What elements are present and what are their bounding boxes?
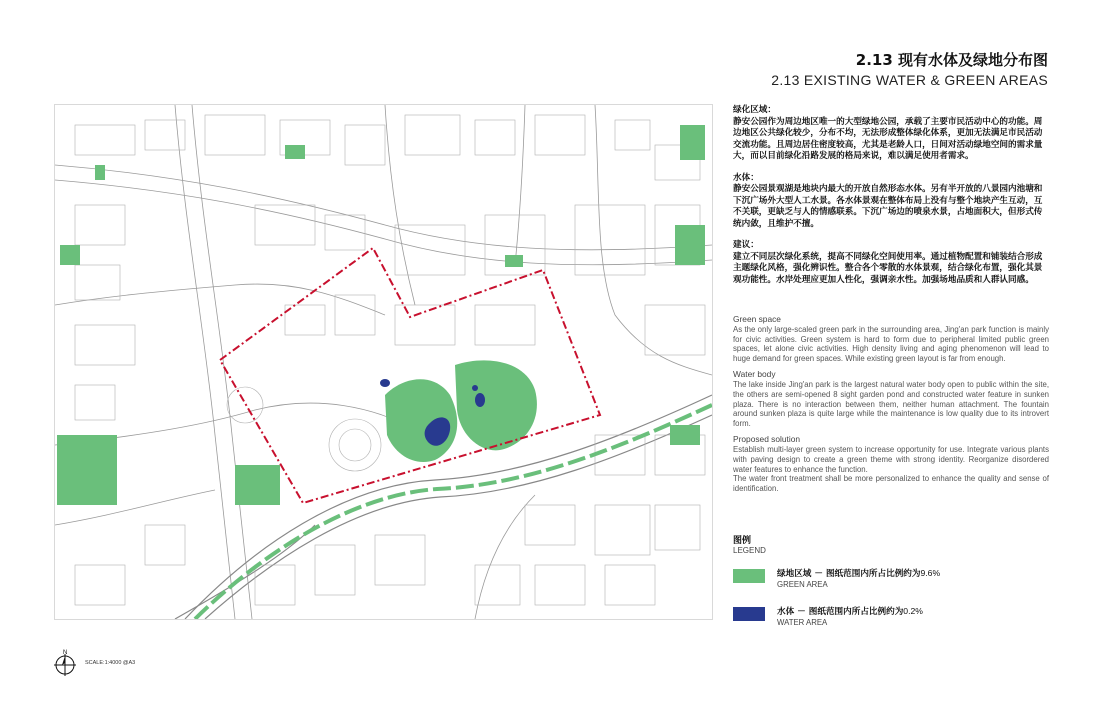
building-blocks [75,115,705,605]
map-footer [53,648,253,678]
zh-paragraph: 静安公园景观湖是地块内最大的开放自然形态水体。另有半开放的八景园内池塘和下沉广场外大型人工水景。各水体景观在整体布局上没有与整个地块产生互动，互不关联，更缺乏与人的情感联系。下沉广场边的喷泉水景，占地面积大，但形式传统内敛，且维护不擅。 [733,184,1043,229]
scale-text: SCALE:1:4000 @A3 [85,660,136,666]
street-grid [55,105,712,619]
legend-label-en: GREEN AREA [777,580,828,589]
legend-item-green [733,567,1049,603]
green-swatch [733,569,765,583]
site-boundary [220,248,600,503]
north-label: N [63,650,68,656]
en-paragraph: As the only large-scaled green park in the surrounding area, Jing'an park function is mainly for civic activities. Green system is hard to form due to peripheral limited public green spaces, let alone civic activities. High density living and aging phenomenon will lead to huge demand for green spaces. While existing green layout is far from enough. [733,325,1049,363]
north-arrow-icon [53,648,77,678]
zh-section-green [733,105,1049,163]
legend-title-zh: 图例 [733,536,752,546]
legend [733,533,1049,643]
legend-text: 绿地区域 － 图纸范围内所占比例约为 [777,569,921,579]
zh-section-suggestion [733,240,1049,286]
en-section-water [733,369,1049,428]
description-column [733,105,1049,493]
water-swatch [733,607,765,621]
zh-paragraph: 建立不同层次绿化系统，提高不同绿化空间使用率。通过植物配置和铺装结合形成主题绿化风格，强化辨识性。整合各个零散的水体景观，结合绿化布置，强化其景观功能性。水岸处理应更加人性化，强调亲水性。加强场地品质和人群认同感。 [733,251,1043,285]
zh-heading: 水体： [733,172,759,183]
map-canvas [55,105,712,619]
en-heading: Water body [733,369,776,380]
en-section-green [733,314,1049,363]
site-map [54,104,713,620]
legend-item-water [733,605,1049,641]
zh-section-water [733,173,1049,231]
zh-heading: 建议： [733,240,759,250]
en-section-solution [733,434,1049,493]
legend-label-zh [777,605,923,617]
en-paragraph: The lake inside Jing'an park is the largest natural water body open to public within the site, the others are semi-opened 8 sight garden pond and constructed water feature in sunken plaza. There is no interaction between them, neither human attachment. The fountain around sunken plaza is quite large while the maintenance is low quality due to its introvert form. [733,380,1049,428]
legend-text: 水体 － 图纸范围内所占比例约为 [777,607,904,617]
legend-percent: 0.2% [903,606,923,616]
en-heading: Proposed solution [733,434,801,445]
page-title-en: 2.13 EXISTING WATER & GREEN AREAS [771,72,1048,88]
zh-heading: 绿化区域： [733,105,776,115]
page-title-zh: 2.13 现有水体及绿地分布图 [855,51,1048,69]
legend-label-zh [777,567,940,579]
legend-label-en: WATER AREA [777,618,828,627]
legend-percent: 9.6% [920,568,941,578]
en-paragraph: Establish multi-layer green system to increase opportunity for use. Integrate various plants with paving design to create a green theme with strong identity. Reorganize disordered water features to enhance the function. The water front treatment shall be more personalized to enhance the quality and sense of identification. [733,445,1049,493]
zh-paragraph: 静安公园作为周边地区唯一的大型绿地公园，承载了主要市民活动中心的功能。周边地区公共绿化较少，分布不均，无法形成整体绿化体系，更加无法满足市民活动交流功能。且周边居住密度较高，尤其是老龄人口，日间对活动绿地空间的需求量大，而以目前绿化沿路发展的格局来说，难以满足使用者需求。 [733,116,1043,161]
en-heading: Green space [733,314,781,324]
legend-title-en: LEGEND [733,546,766,555]
